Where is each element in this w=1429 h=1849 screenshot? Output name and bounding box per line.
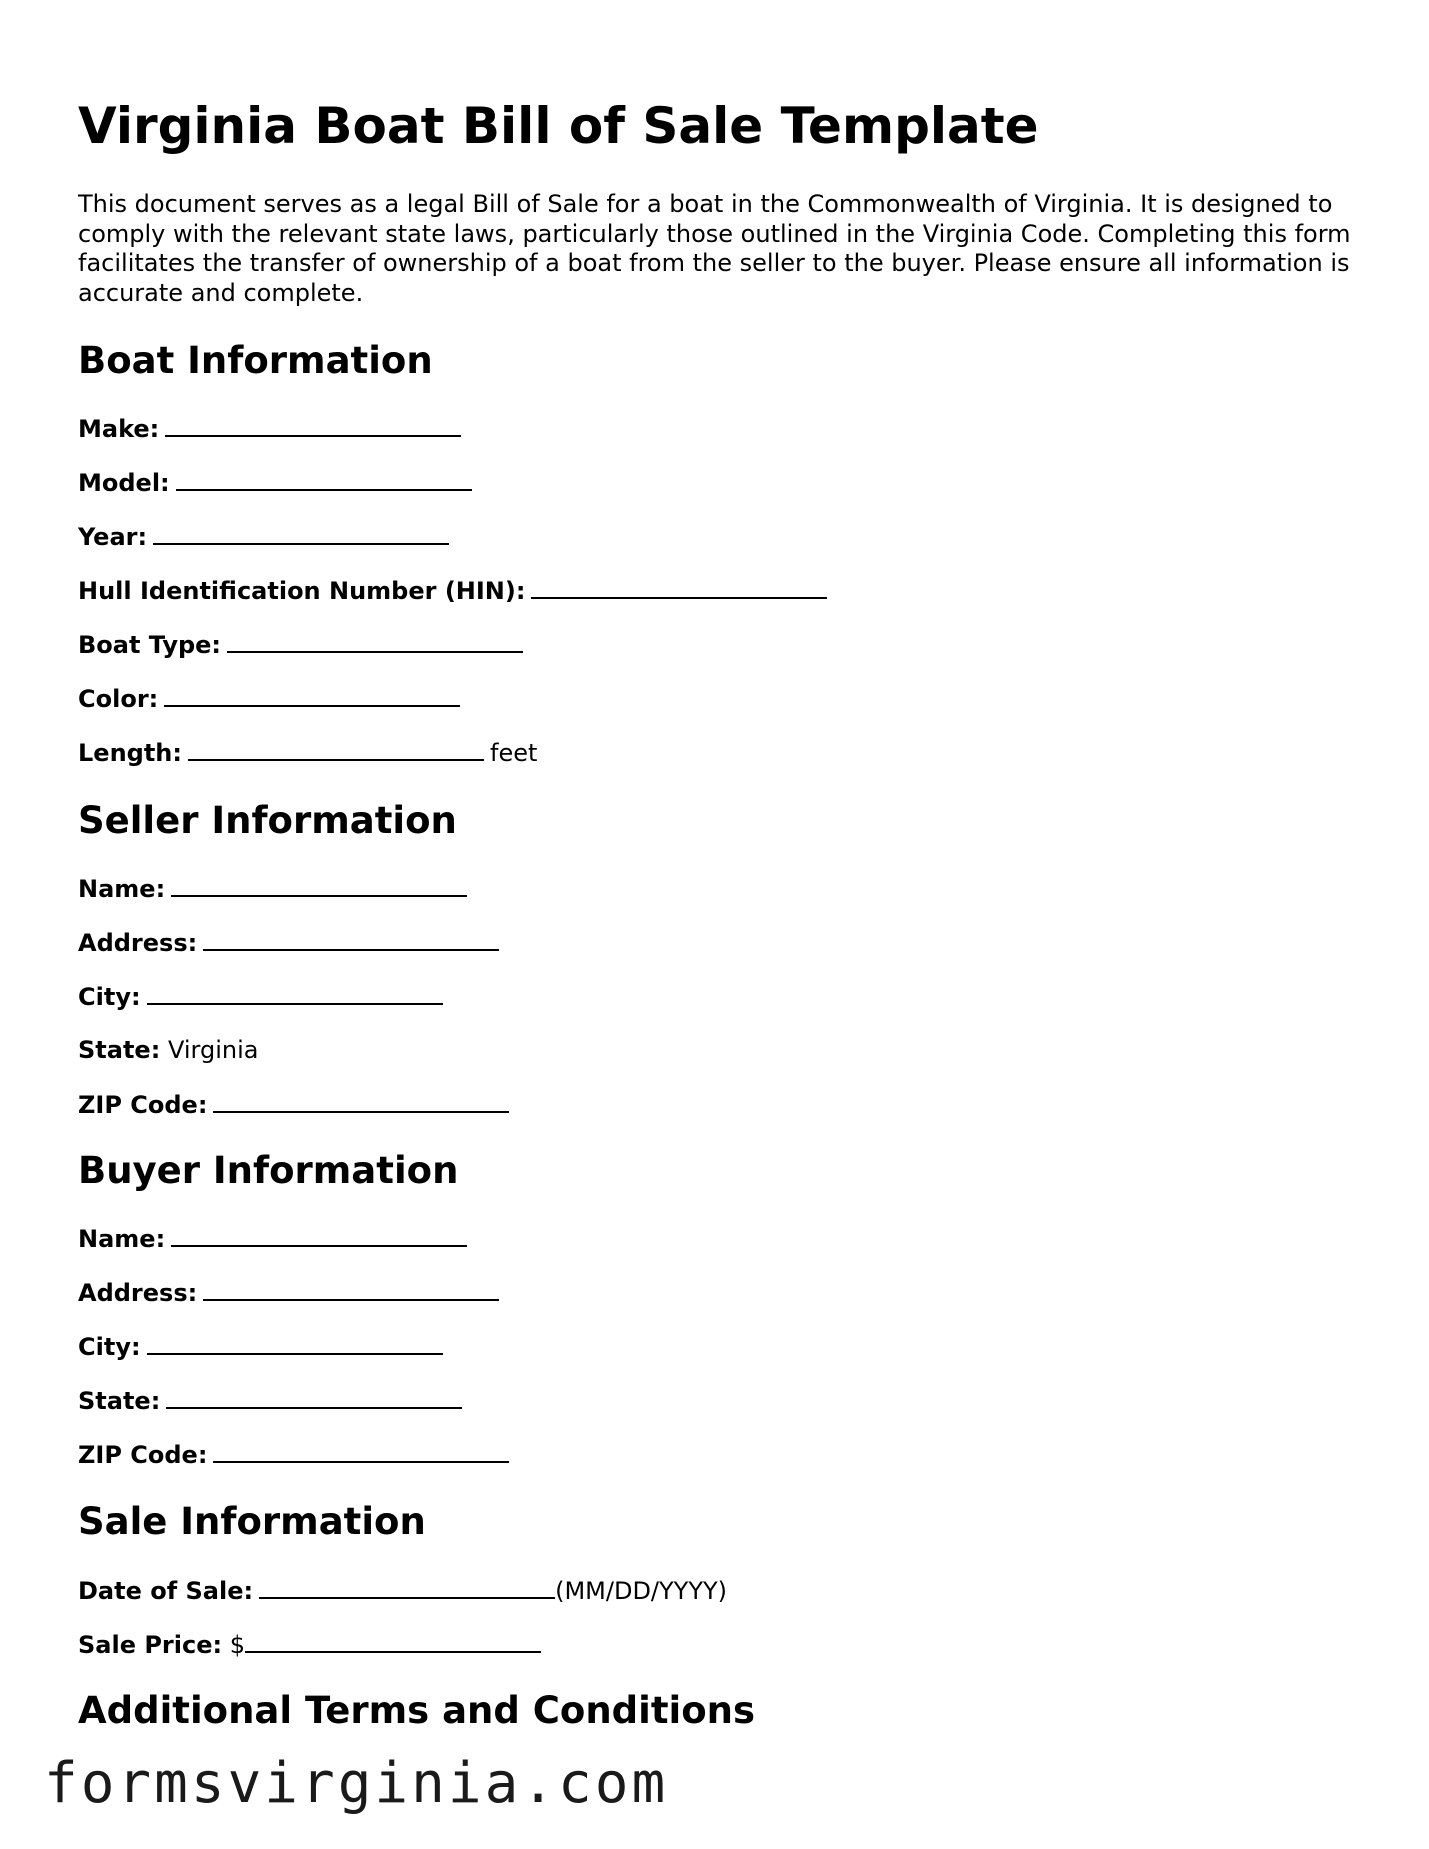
boat-type-field[interactable] (227, 629, 523, 653)
buyer-name-label: Name: (78, 1225, 166, 1253)
boat-type-row (78, 629, 529, 660)
sale-price-label: Sale Price: (78, 1631, 223, 1659)
boat-length-unit: feet (490, 739, 538, 767)
boat-length-row (78, 737, 537, 768)
boat-color-field[interactable] (164, 683, 460, 707)
boat-hin-field[interactable] (531, 575, 827, 599)
sale-price-currency: $ (229, 1631, 246, 1659)
boat-make-field[interactable] (165, 413, 461, 437)
boat-year-label: Year: (78, 523, 148, 551)
boat-hin-row (78, 575, 833, 606)
sale-information-heading: Sale Information (78, 1500, 426, 1543)
additional-terms-heading: Additional Terms and Conditions (78, 1689, 755, 1732)
buyer-city-row (78, 1331, 449, 1362)
site-watermark: formsvirginia.com (44, 1751, 669, 1816)
buyer-zip-label: ZIP Code: (78, 1441, 208, 1469)
boat-color-row (78, 683, 466, 714)
seller-name-row (78, 873, 473, 904)
boat-model-row (78, 467, 478, 498)
seller-zip-row (78, 1089, 515, 1120)
seller-state-row (78, 1035, 258, 1065)
intro-paragraph: This document serves as a legal Bill of Sale for a boat in the Commonwealth of Virginia. It is designed to comply with the relevant state laws, particularly those outlined in the Virginia Code. Completing this form facilitates the transfer of ownership of a boat from the seller to the buyer. Please ensure all information is accurate and complete. (78, 190, 1351, 307)
sale-price-field[interactable] (245, 1629, 541, 1653)
sale-date-format: (MM/DD/YYYY) (555, 1577, 728, 1605)
seller-name-label: Name: (78, 875, 166, 903)
page-title: Virginia Boat Bill of Sale Template (78, 97, 1039, 155)
buyer-city-label: City: (78, 1333, 141, 1361)
seller-state-label: State: (78, 1036, 161, 1064)
seller-address-field[interactable] (203, 927, 499, 951)
seller-zip-label: ZIP Code: (78, 1091, 208, 1119)
sale-date-label: Date of Sale: (78, 1577, 254, 1605)
boat-hin-label: Hull Identification Number (HIN): (78, 577, 526, 605)
buyer-name-field[interactable] (171, 1223, 467, 1247)
boat-year-field[interactable] (153, 521, 449, 545)
buyer-state-row (78, 1385, 468, 1416)
boat-length-field[interactable] (188, 737, 484, 761)
buyer-name-row (78, 1223, 473, 1254)
buyer-state-label: State: (78, 1387, 161, 1415)
buyer-address-field[interactable] (203, 1277, 499, 1301)
seller-city-label: City: (78, 983, 141, 1011)
boat-make-row (78, 413, 467, 444)
seller-address-label: Address: (78, 929, 198, 957)
seller-city-field[interactable] (147, 981, 443, 1005)
buyer-city-field[interactable] (147, 1331, 443, 1355)
buyer-address-row (78, 1277, 505, 1308)
seller-city-row (78, 981, 449, 1012)
buyer-zip-row (78, 1439, 515, 1470)
boat-length-label: Length: (78, 739, 182, 767)
buyer-address-label: Address: (78, 1279, 198, 1307)
sale-date-field[interactable] (259, 1575, 555, 1599)
boat-year-row (78, 521, 455, 552)
seller-name-field[interactable] (171, 873, 467, 897)
boat-model-label: Model: (78, 469, 170, 497)
buyer-state-field[interactable] (166, 1385, 462, 1409)
seller-zip-field[interactable] (213, 1089, 509, 1113)
boat-model-field[interactable] (176, 467, 472, 491)
sale-date-row (78, 1575, 727, 1606)
boat-color-label: Color: (78, 685, 159, 713)
buyer-information-heading: Buyer Information (78, 1149, 459, 1192)
boat-information-heading: Boat Information (78, 339, 433, 382)
seller-information-heading: Seller Information (78, 799, 457, 842)
sale-price-row (78, 1629, 547, 1660)
boat-type-label: Boat Type: (78, 631, 222, 659)
boat-make-label: Make: (78, 415, 160, 443)
buyer-zip-field[interactable] (213, 1439, 509, 1463)
seller-address-row (78, 927, 505, 958)
seller-state-value: Virginia (167, 1036, 259, 1064)
